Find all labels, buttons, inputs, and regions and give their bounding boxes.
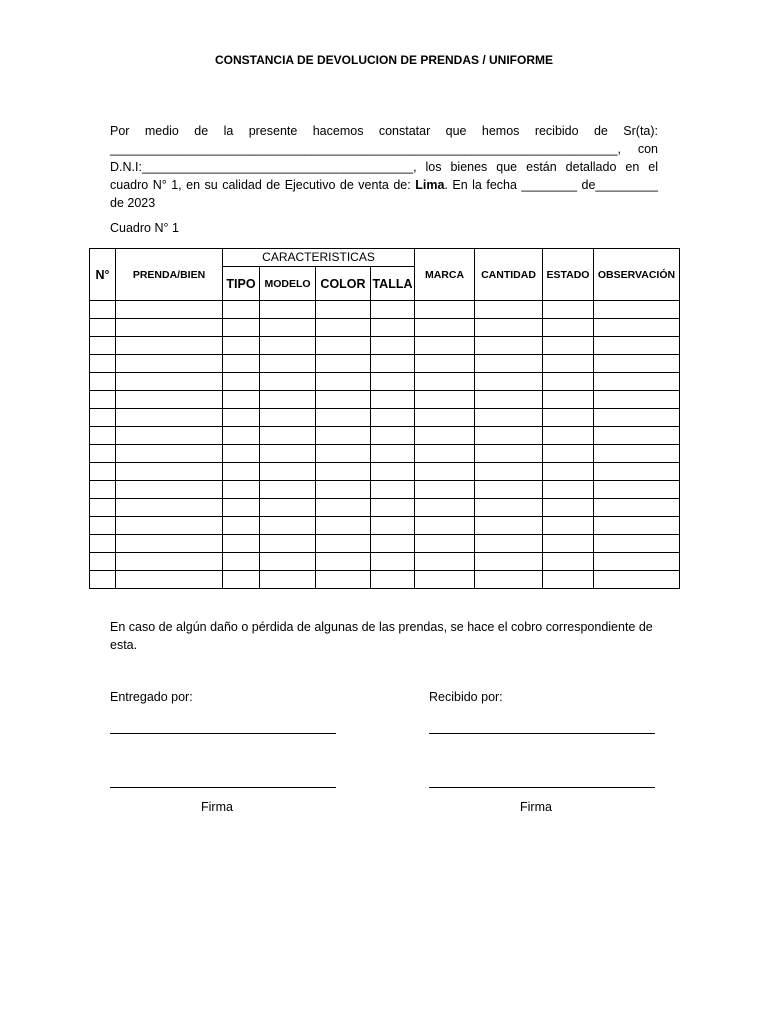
table-cell — [116, 499, 223, 517]
table-cell — [223, 409, 260, 427]
table-cell — [116, 337, 223, 355]
table-cell — [594, 481, 680, 499]
table-cell — [116, 301, 223, 319]
table-cell — [260, 409, 316, 427]
header-tipo: TIPO — [223, 267, 260, 301]
table-cell — [116, 355, 223, 373]
table-row — [90, 499, 680, 517]
firma-right: Firma — [520, 800, 552, 814]
table-cell — [371, 553, 415, 571]
table-cell — [260, 445, 316, 463]
table-cell — [260, 373, 316, 391]
table-cell — [260, 427, 316, 445]
table-cell — [371, 373, 415, 391]
table-cell — [223, 319, 260, 337]
table-cell — [260, 301, 316, 319]
table-cell — [90, 445, 116, 463]
table-cell — [415, 553, 475, 571]
table-cell — [475, 319, 543, 337]
table-cell — [415, 373, 475, 391]
table-cell — [415, 517, 475, 535]
table-cell — [223, 553, 260, 571]
table-cell — [371, 517, 415, 535]
table-cell — [415, 499, 475, 517]
header-talla: TALLA — [371, 267, 415, 301]
table-cell — [475, 445, 543, 463]
header-cantidad: CANTIDAD — [475, 249, 543, 301]
table-cell — [90, 337, 116, 355]
table-cell — [415, 571, 475, 589]
table-cell — [371, 481, 415, 499]
table-cell — [594, 517, 680, 535]
table-cell — [371, 409, 415, 427]
firma-left: Firma — [201, 800, 233, 814]
table-cell — [475, 355, 543, 373]
table-cell — [316, 463, 371, 481]
table-cell — [223, 427, 260, 445]
table-row — [90, 301, 680, 319]
table-cell — [415, 319, 475, 337]
table-cell — [543, 499, 594, 517]
table-cell — [90, 499, 116, 517]
table-cell — [594, 535, 680, 553]
closing-text: En caso de algún daño o pérdida de algunas de las prendas, se hace el cobro correspondiente de esta. — [110, 620, 653, 652]
table-cell — [543, 517, 594, 535]
header-num: N° — [90, 249, 116, 301]
table-cell — [260, 463, 316, 481]
table-cell — [543, 373, 594, 391]
table-cell — [90, 427, 116, 445]
table-row — [90, 553, 680, 571]
table-cell — [260, 337, 316, 355]
table-cell — [116, 391, 223, 409]
table-cell — [316, 301, 371, 319]
table-row — [90, 571, 680, 589]
table-cell — [415, 445, 475, 463]
table-cell — [594, 571, 680, 589]
table-cell — [316, 481, 371, 499]
table-cell — [90, 409, 116, 427]
table-cell — [543, 337, 594, 355]
intro-line-5: de 2023 — [110, 196, 156, 210]
table-cell — [415, 409, 475, 427]
table-cell — [415, 481, 475, 499]
table-cell — [594, 355, 680, 373]
table-cell — [260, 481, 316, 499]
table-cell — [260, 391, 316, 409]
cuadro-label: Cuadro N° 1 — [110, 221, 179, 235]
intro-line-4-prefix: cuadro N° 1, en su calidad de Ejecutivo de venta de: — [110, 178, 416, 192]
entregado-signature-line — [110, 787, 336, 788]
header-color: COLOR — [316, 267, 371, 301]
table-cell — [371, 571, 415, 589]
table-cell — [415, 535, 475, 553]
table-cell — [594, 499, 680, 517]
table-cell — [90, 319, 116, 337]
table-cell — [543, 571, 594, 589]
header-estado: ESTADO — [543, 249, 594, 301]
header-marca: MARCA — [415, 249, 475, 301]
table-cell — [116, 571, 223, 589]
table-cell — [371, 445, 415, 463]
table-cell — [543, 553, 594, 571]
return-table — [89, 248, 680, 589]
page-title: CONSTANCIA DE DEVOLUCION DE PRENDAS / UNIFORME — [214, 53, 553, 67]
table-cell — [260, 553, 316, 571]
entregado-name-line — [110, 733, 336, 734]
table-cell — [543, 445, 594, 463]
table-cell — [594, 319, 680, 337]
table-cell — [415, 301, 475, 319]
table-cell — [371, 535, 415, 553]
table-cell — [371, 355, 415, 373]
table-cell — [543, 427, 594, 445]
table-cell — [90, 481, 116, 499]
table-cell — [116, 517, 223, 535]
table-cell — [260, 535, 316, 553]
recibido-name-line — [429, 733, 655, 734]
entregado-label: Entregado por: — [110, 690, 193, 704]
table-row — [90, 535, 680, 553]
table-cell — [223, 301, 260, 319]
table-cell — [223, 535, 260, 553]
table-cell — [260, 571, 316, 589]
table-cell — [316, 499, 371, 517]
table-cell — [90, 463, 116, 481]
table-row — [90, 319, 680, 337]
table-cell — [116, 481, 223, 499]
table-cell — [90, 373, 116, 391]
table-row — [90, 517, 680, 535]
table-row — [90, 337, 680, 355]
table-cell — [475, 463, 543, 481]
table-cell — [594, 301, 680, 319]
table-cell — [316, 553, 371, 571]
table-cell — [316, 427, 371, 445]
table-cell — [223, 571, 260, 589]
table-cell — [415, 463, 475, 481]
table-cell — [475, 499, 543, 517]
intro-line-1: Por medio de la presente hacemos constatar que hemos recibido de Sr(ta): — [110, 124, 658, 138]
intro-line-2: _________________________________________________________________________, con — [110, 142, 658, 156]
table-cell — [415, 391, 475, 409]
table-cell — [475, 373, 543, 391]
table-cell — [223, 481, 260, 499]
table-cell — [475, 553, 543, 571]
table-cell — [316, 445, 371, 463]
table-cell — [371, 499, 415, 517]
table-cell — [116, 319, 223, 337]
table-cell — [260, 499, 316, 517]
table-cell — [223, 355, 260, 373]
header-modelo: MODELO — [260, 267, 316, 301]
table-cell — [223, 499, 260, 517]
table-cell — [116, 535, 223, 553]
table-cell — [594, 391, 680, 409]
table-row — [90, 355, 680, 373]
table-body — [90, 301, 680, 589]
table-row — [90, 427, 680, 445]
table-cell — [371, 337, 415, 355]
table-cell — [371, 301, 415, 319]
table-cell — [543, 319, 594, 337]
table-cell — [116, 553, 223, 571]
intro-line-4-suffix: . En la fecha ________ de_________ — [444, 178, 658, 192]
table-cell — [594, 445, 680, 463]
table-cell — [116, 463, 223, 481]
table-cell — [90, 391, 116, 409]
table-cell — [543, 301, 594, 319]
table-cell — [316, 373, 371, 391]
table-cell — [475, 535, 543, 553]
table-cell — [316, 355, 371, 373]
table-cell — [475, 337, 543, 355]
table-cell — [223, 337, 260, 355]
sales-region: Lima — [415, 178, 445, 192]
table-cell — [223, 445, 260, 463]
table-cell — [543, 463, 594, 481]
table-cell — [223, 373, 260, 391]
recibido-signature-line — [429, 787, 655, 788]
table-cell — [371, 463, 415, 481]
recibido-label: Recibido por: — [429, 690, 503, 704]
table-cell — [90, 517, 116, 535]
table-row — [90, 481, 680, 499]
table-cell — [415, 337, 475, 355]
table-cell — [316, 409, 371, 427]
table-cell — [116, 409, 223, 427]
table-cell — [116, 445, 223, 463]
table-cell — [475, 301, 543, 319]
table-cell — [543, 535, 594, 553]
header-prenda: PRENDA/BIEN — [116, 249, 223, 301]
intro-line-4 — [110, 176, 658, 194]
table-cell — [543, 481, 594, 499]
table-cell — [223, 517, 260, 535]
table-cell — [543, 391, 594, 409]
table-row — [90, 391, 680, 409]
table-cell — [316, 517, 371, 535]
table-cell — [316, 535, 371, 553]
table-cell — [371, 427, 415, 445]
table-cell — [543, 409, 594, 427]
table-cell — [475, 571, 543, 589]
table-row — [90, 463, 680, 481]
intro-paragraph — [110, 122, 658, 212]
table-cell — [594, 373, 680, 391]
table-cell — [371, 391, 415, 409]
table-cell — [316, 337, 371, 355]
table-cell — [594, 337, 680, 355]
table-cell — [316, 391, 371, 409]
table-cell — [90, 355, 116, 373]
table-cell — [223, 391, 260, 409]
header-observacion: OBSERVACIÓN — [594, 249, 680, 301]
table-cell — [316, 319, 371, 337]
table-cell — [90, 553, 116, 571]
table-cell — [594, 463, 680, 481]
table-cell — [90, 301, 116, 319]
table-cell — [116, 427, 223, 445]
table-cell — [594, 427, 680, 445]
table-cell — [594, 553, 680, 571]
table-cell — [90, 571, 116, 589]
table-cell — [223, 463, 260, 481]
header-caracteristicas: CARACTERISTICAS — [223, 249, 415, 267]
table-cell — [260, 517, 316, 535]
table-row — [90, 409, 680, 427]
table-row — [90, 373, 680, 391]
table-cell — [475, 427, 543, 445]
table-cell — [475, 517, 543, 535]
table-cell — [260, 355, 316, 373]
table-cell — [475, 481, 543, 499]
table-cell — [415, 427, 475, 445]
table-cell — [594, 409, 680, 427]
table-cell — [260, 319, 316, 337]
table-cell — [116, 373, 223, 391]
table-cell — [475, 409, 543, 427]
table-cell — [316, 571, 371, 589]
table-cell — [415, 355, 475, 373]
table-cell — [475, 391, 543, 409]
table-cell — [371, 319, 415, 337]
table-row — [90, 445, 680, 463]
table-cell — [90, 535, 116, 553]
intro-line-3: D.N.I:_______________________________________, los bienes que están detallado en el — [110, 160, 658, 174]
table-cell — [543, 355, 594, 373]
